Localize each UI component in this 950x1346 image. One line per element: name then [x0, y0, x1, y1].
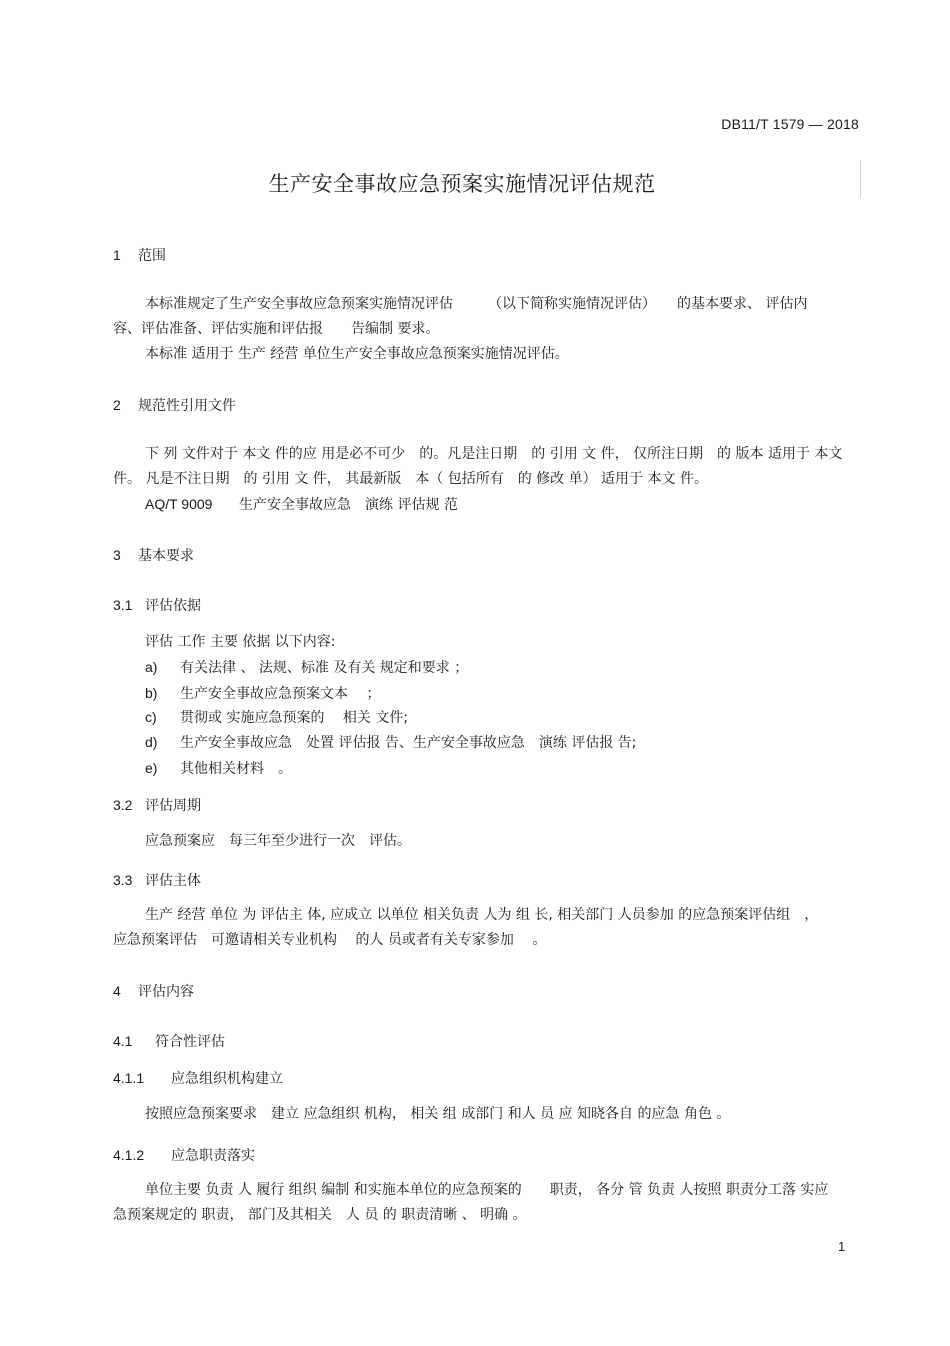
list-marker: e)	[145, 760, 158, 776]
section-number: 1	[113, 247, 121, 263]
section-title: 符合性评估	[155, 1034, 225, 1050]
page-number: 1	[838, 1239, 846, 1254]
list-marker: c)	[145, 709, 157, 725]
section-number: 4.1.2	[113, 1147, 145, 1163]
section-title: 评估周期	[145, 798, 201, 814]
section-title: 评估依据	[145, 598, 201, 614]
section-3-1-heading	[113, 595, 201, 615]
section-number: 2	[113, 397, 121, 413]
section-number: 3.3	[113, 872, 133, 888]
list-item	[145, 683, 380, 703]
list-item	[145, 707, 408, 727]
section-title: 评估内容	[138, 984, 194, 1000]
paragraph-line: 本标准规定了生产安全事故应急预案实施情况评估 （以下简称实施情况评估） 的基本要求、 评估内	[145, 296, 808, 312]
list-marker: d)	[145, 734, 158, 750]
list-item	[145, 758, 292, 778]
section-title: 评估主体	[145, 873, 201, 889]
list-item	[145, 732, 637, 752]
paragraph-line: 容、评估准备、评估实施和评估报 告编制 要求。	[113, 321, 440, 337]
section-4-heading	[113, 981, 194, 1001]
reference-title: 生产安全事故应急 演练 评估规 范	[239, 497, 458, 513]
paragraph-line: 应急预案评估 可邀请相关专业机构 的人 员或者有关专家参加 。	[113, 932, 547, 948]
section-number: 4.1.1	[113, 1070, 145, 1086]
standard-code: DB11/T 1579 — 2018	[721, 116, 859, 132]
document-title: 生产安全事故应急预案实施情况评估规范	[268, 172, 656, 196]
normative-reference	[145, 492, 458, 518]
list-text: 贯彻或 实施应急预案的 相关 文件;	[180, 710, 409, 726]
section-title: 基本要求	[138, 548, 194, 564]
paragraph-line: 按照应急预案要求 建立 应急组织 机构， 相关 组 成部门 和人 员 应 知晓各自 的应急 角色 。	[145, 1106, 731, 1122]
section-title: 应急职责落实	[171, 1148, 255, 1164]
section-title: 应急组织机构建立	[171, 1071, 283, 1087]
margin-rule	[860, 160, 861, 198]
paragraph-line: 评估 工作 主要 依据 以下内容:	[145, 634, 336, 650]
paragraph-line: 应急预案应 每三年至少进行一次 评估。	[145, 833, 411, 849]
section-4-1-1-heading	[113, 1068, 283, 1088]
section-3-3-heading	[113, 870, 201, 890]
paragraph-line: 急预案规定的 职责， 部门及其相关 人 员 的 职责清晰 、 明确 。	[113, 1207, 527, 1223]
section-4-1-2-heading	[113, 1145, 255, 1165]
section-number: 3.1	[113, 597, 133, 613]
list-text: 有关法律 、 法规、标准 及有关 规定和要求 ；	[180, 660, 469, 676]
section-title: 范围	[138, 248, 166, 264]
section-3-heading	[113, 545, 194, 565]
paragraph-line: 本标准 适用于 生产 经营 单位生产安全事故应急预案实施情况评估。	[145, 346, 569, 362]
paragraph-line: 单位主要 负责 人 履行 组织 编制 和实施本单位的应急预案的 职责， 各分 管 负责 人按照 职责分工落 实应	[145, 1182, 829, 1198]
list-text: 其他相关材料 。	[180, 761, 292, 777]
section-number: 4.1	[113, 1033, 133, 1049]
section-title: 规范性引用文件	[138, 398, 236, 414]
paragraph-line: 下 列 文件对于 本文 件的应 用是必不可少 的。凡是注日期 的 引用 文 件， 仅所注日期 的 版本 适用于 本文	[145, 446, 843, 462]
paragraph-line: 生产 经营 单位 为 评估主 体, 应成立 以单位 相关负责 人为 组 长, 相关部门 人员参加 的应急预案评估组 ，	[145, 907, 819, 923]
section-number: 4	[113, 983, 121, 999]
section-1-heading	[113, 245, 166, 265]
list-marker: a)	[145, 659, 158, 675]
section-4-1-heading	[113, 1031, 225, 1051]
paragraph-line: 件。 凡是不注日期 的 引用 文 件， 其最新版 本（ 包括所有 的 修改 单） 适用于 本文 件。	[113, 471, 708, 487]
section-2-heading	[113, 395, 236, 415]
list-item	[145, 657, 468, 677]
list-marker: b)	[145, 685, 158, 701]
section-number: 3	[113, 547, 121, 563]
section-3-2-heading	[113, 795, 201, 815]
list-text: 生产安全事故应急预案文本 ；	[180, 686, 381, 702]
list-text: 生产安全事故应急 处置 评估报 告、生产安全事故应急 演练 评估报 告;	[180, 735, 637, 751]
reference-code: AQ/T 9009	[145, 496, 213, 512]
section-number: 3.2	[113, 797, 133, 813]
